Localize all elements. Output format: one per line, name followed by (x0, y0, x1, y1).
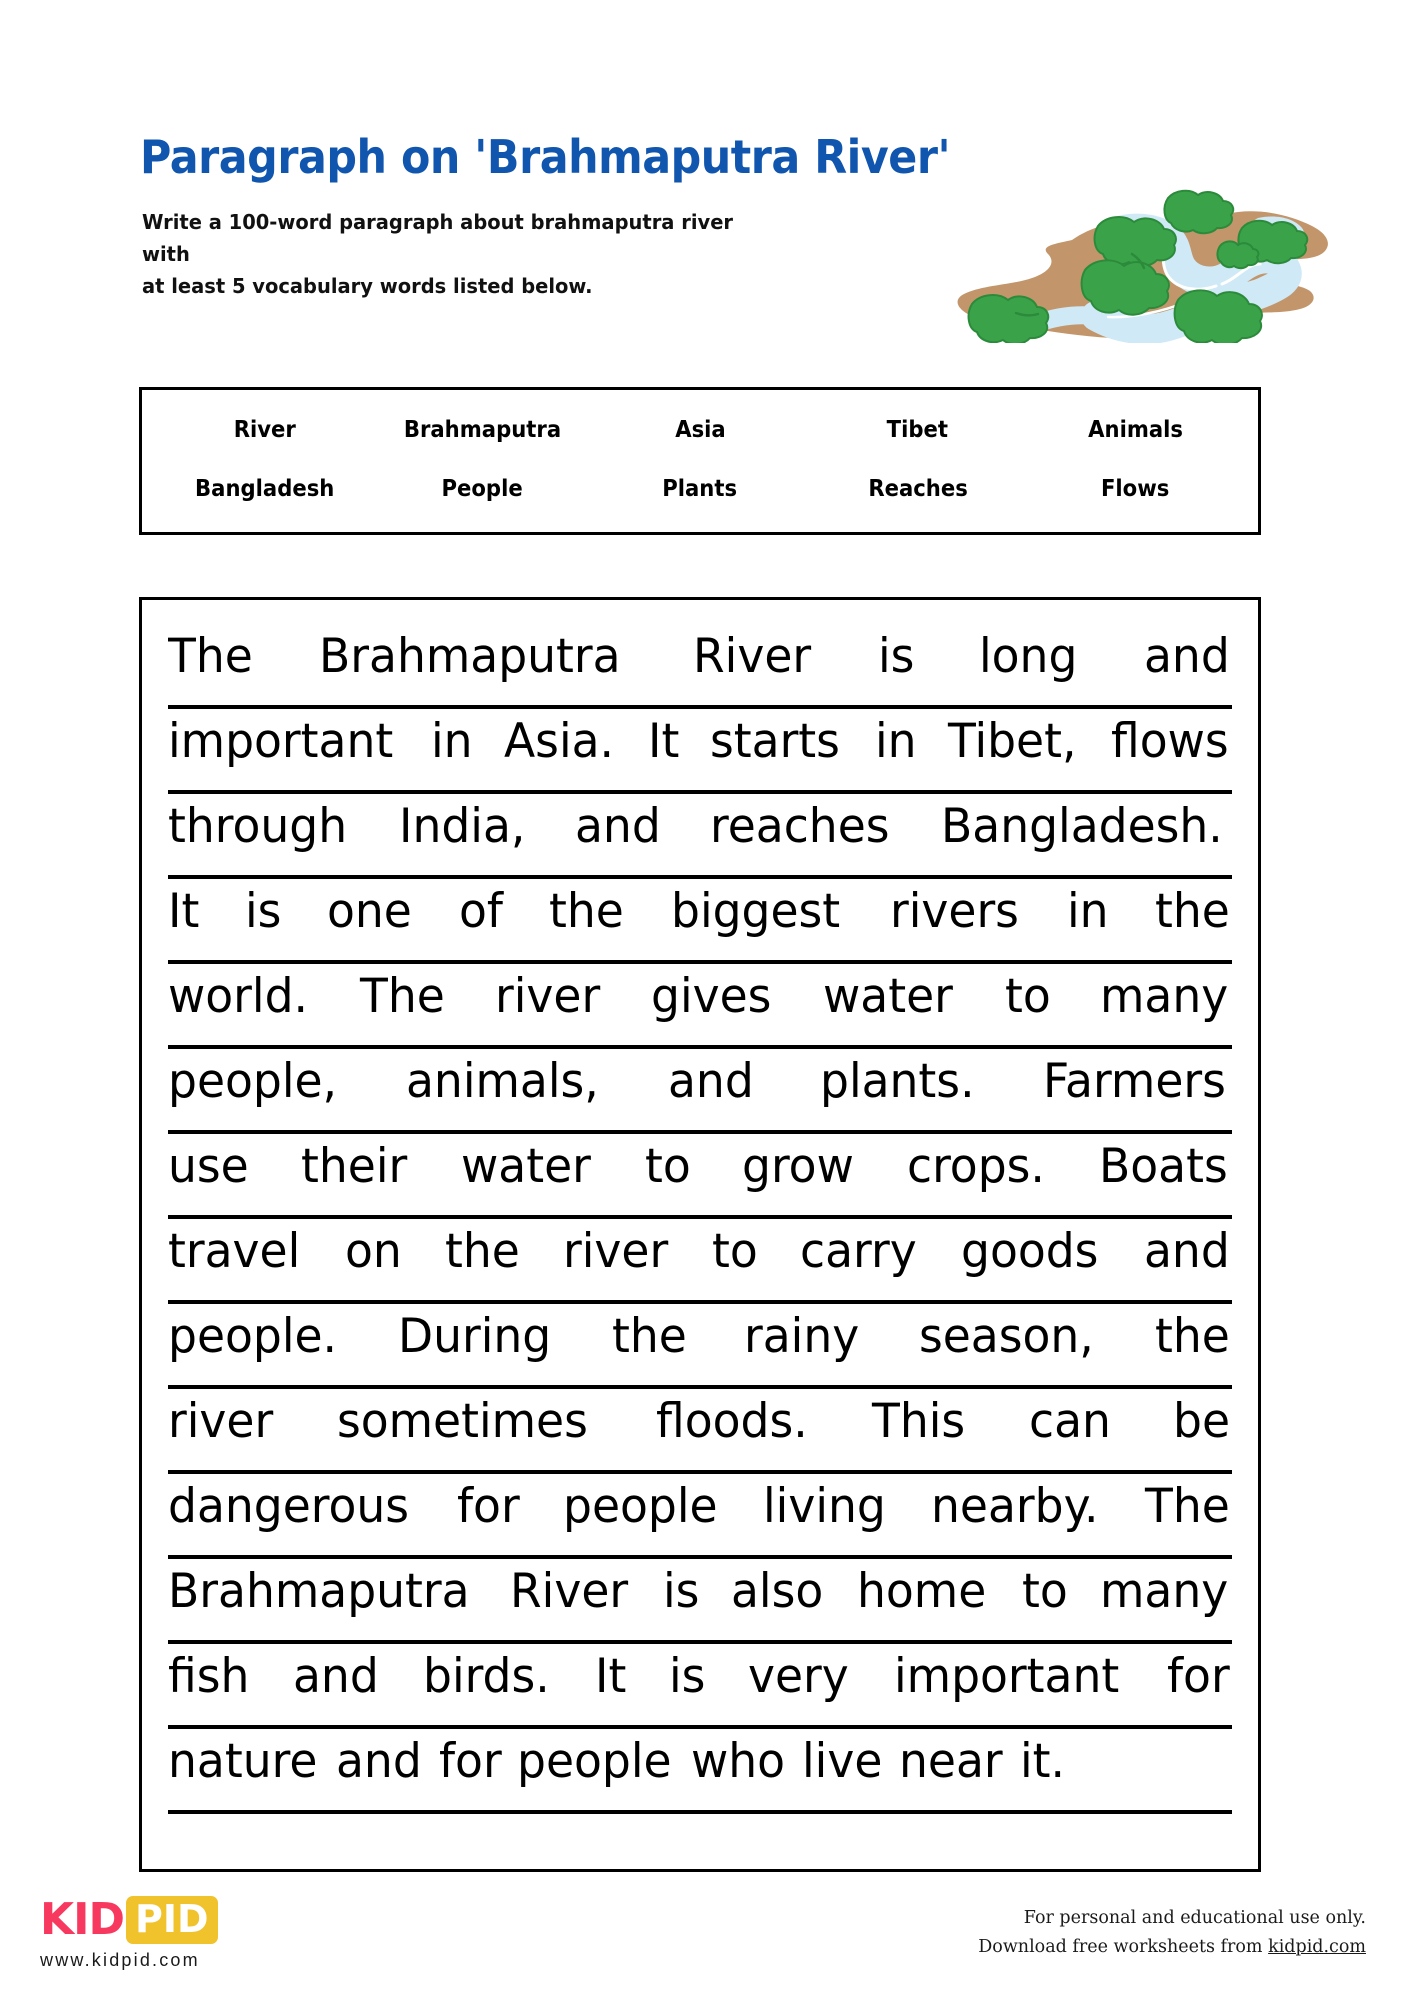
answer-word: plants. (820, 1054, 976, 1109)
answer-word: The (168, 629, 253, 684)
answer-word: for (1167, 1649, 1230, 1704)
answer-word: and (293, 1649, 380, 1704)
answer-word: is (669, 1649, 706, 1704)
answer-word: biggest (670, 884, 840, 939)
answer-word: the (1154, 1309, 1230, 1364)
answer-line (168, 794, 1232, 879)
answer-word: use (168, 1139, 249, 1194)
answer-word: important (168, 714, 394, 769)
answer-word: gives (651, 969, 772, 1024)
answer-line (168, 1474, 1232, 1559)
answer-word: the (549, 884, 624, 939)
answer-word: nature (168, 1734, 318, 1789)
kidpid-link[interactable]: kidpid.com (1268, 1937, 1366, 1957)
answer-word: in (430, 714, 473, 769)
answer-word: people (563, 1479, 718, 1534)
vocabulary-word: People (441, 475, 523, 502)
answer-word: dangerous (168, 1479, 410, 1534)
answer-word: to (644, 1139, 691, 1194)
vocabulary-word: River (233, 416, 296, 443)
instructions-line-2: at least 5 vocabulary words listed below. (142, 274, 593, 298)
footer-note-prefix: Download free worksheets from (978, 1937, 1269, 1957)
answer-word: many (1099, 969, 1228, 1024)
answer-word: rainy (744, 1309, 860, 1364)
answer-word: through (168, 799, 348, 854)
vocabulary-word: Brahmaputra (403, 416, 562, 443)
answer-word: goods (961, 1224, 1099, 1279)
answer-word: people (517, 1734, 672, 1789)
answer-word: This (872, 1394, 966, 1449)
vocabulary-box (139, 387, 1261, 535)
answer-word: grow (741, 1139, 854, 1194)
answer-word: Brahmaputra (168, 1564, 470, 1619)
answer-word: for (438, 1734, 502, 1789)
vocabulary-grid (142, 390, 1258, 532)
answer-word: animals, (405, 1054, 599, 1109)
answer-word: Asia. (503, 714, 614, 769)
answer-word: is (877, 629, 915, 684)
answer-word: people. (168, 1309, 338, 1364)
instructions-line-1: Write a 100-word paragraph about brahmaputra river with (142, 210, 734, 266)
answer-word: to (711, 1224, 758, 1279)
answer-word: in (1067, 884, 1109, 939)
footer-note-line-2 (806, 1933, 1366, 1962)
answer-word: The (1144, 1479, 1230, 1534)
answer-word: water (460, 1139, 591, 1194)
answer-word: crops. (907, 1139, 1045, 1194)
answer-line (168, 709, 1232, 794)
answer-line (168, 624, 1232, 709)
answer-word: rivers (889, 884, 1019, 939)
answer-word: river (495, 969, 601, 1024)
vocabulary-word: Asia (674, 416, 726, 443)
answer-word: for (457, 1479, 521, 1534)
vocabulary-word: Tibet (886, 416, 949, 443)
logo-url: www.kidpid.com (40, 1950, 200, 1970)
answer-word: Boats (1099, 1139, 1228, 1194)
footer-note (806, 1904, 1366, 1962)
vocabulary-word: Plants (662, 475, 738, 502)
answer-word: on (345, 1224, 402, 1279)
answer-word: important (893, 1649, 1119, 1704)
answer-word: birds. (423, 1649, 551, 1704)
answer-word: Tibet, (947, 714, 1077, 769)
answer-word: living (763, 1479, 887, 1534)
answer-word: floods. (655, 1394, 808, 1449)
answer-word: Bangladesh. (941, 799, 1224, 854)
logo-pid-text: PID (126, 1896, 218, 1944)
vocabulary-word: Bangladesh (195, 475, 335, 502)
answer-word: flows (1110, 714, 1229, 769)
answer-word: water (823, 969, 954, 1024)
answer-word: Farmers (1043, 1054, 1227, 1109)
answer-word: nearby. (930, 1479, 1099, 1534)
logo-kid-text: KID (40, 1894, 124, 1945)
answer-word: During (397, 1309, 552, 1364)
answer-line (168, 1049, 1232, 1134)
river-illustration (920, 188, 1340, 343)
answer-word: to (1021, 1564, 1068, 1619)
answer-word: live (801, 1734, 883, 1789)
answer-word: people, (168, 1054, 338, 1109)
answer-word: also (731, 1564, 824, 1619)
answer-word: the (444, 1224, 520, 1279)
answer-line (168, 1389, 1232, 1474)
answer-word: and (668, 1054, 755, 1109)
answer-word: sometimes (336, 1394, 588, 1449)
answer-line (168, 1644, 1232, 1729)
page-title: Paragraph on 'Brahmaputra River' (140, 130, 951, 184)
answer-word: and (336, 1734, 422, 1789)
answer-word: starts (710, 714, 841, 769)
answer-word: home (857, 1564, 987, 1619)
logo-wordmark (40, 1896, 260, 1944)
answer-word: It (647, 714, 679, 769)
answer-word: and (575, 799, 662, 854)
answer-word: world. (168, 969, 309, 1024)
answer-word: river (168, 1394, 274, 1449)
answer-word: one (327, 884, 412, 939)
answer-word: be (1173, 1394, 1231, 1449)
answer-word: it. (1019, 1734, 1065, 1789)
answer-word: many (1099, 1564, 1229, 1619)
vocabulary-word: Flows (1100, 475, 1170, 502)
answer-line (168, 1219, 1232, 1304)
answer-word: the (611, 1309, 687, 1364)
answer-line (168, 1134, 1232, 1219)
answer-word: fish (168, 1649, 250, 1704)
answer-word: the (1154, 884, 1230, 939)
answer-word: Brahmaputra (318, 629, 621, 684)
vocabulary-word: Animals (1087, 416, 1183, 443)
answer-word: very (748, 1649, 850, 1704)
answer-word: long (978, 629, 1078, 684)
answer-word: and (1143, 629, 1230, 684)
answer-word: It (595, 1649, 627, 1704)
answer-word: is (662, 1564, 700, 1619)
answer-word: and (1143, 1224, 1230, 1279)
footer-note-line-1: For personal and educational use only. (1023, 1908, 1366, 1928)
answer-lines (168, 624, 1232, 1814)
vocabulary-word: Reaches (867, 475, 968, 502)
answer-word: near (898, 1734, 1003, 1789)
answer-word: travel (168, 1224, 301, 1279)
answer-word: season, (918, 1309, 1094, 1364)
kidpid-logo (40, 1896, 260, 1976)
answer-word: River (509, 1564, 629, 1619)
answer-word: of (459, 884, 504, 939)
answer-word: India, (398, 799, 526, 854)
answer-word: The (360, 969, 445, 1024)
answer-word: It (168, 884, 200, 939)
answer-line (168, 964, 1232, 1049)
answer-word: River (692, 629, 812, 684)
answer-word: who (690, 1734, 785, 1789)
answer-box[interactable] (139, 597, 1261, 1872)
answer-word: is (244, 884, 282, 939)
answer-word: can (1028, 1394, 1111, 1449)
answer-line (168, 1304, 1232, 1389)
answer-line (168, 879, 1232, 964)
answer-line (168, 1729, 1232, 1814)
answer-word: in (874, 714, 917, 769)
answer-word: carry (799, 1224, 917, 1279)
answer-word: to (1004, 969, 1051, 1024)
instructions (142, 206, 750, 302)
answer-word: reaches (710, 799, 890, 854)
answer-line (168, 1559, 1232, 1644)
answer-word: their (301, 1139, 408, 1194)
answer-word: river (562, 1224, 668, 1279)
